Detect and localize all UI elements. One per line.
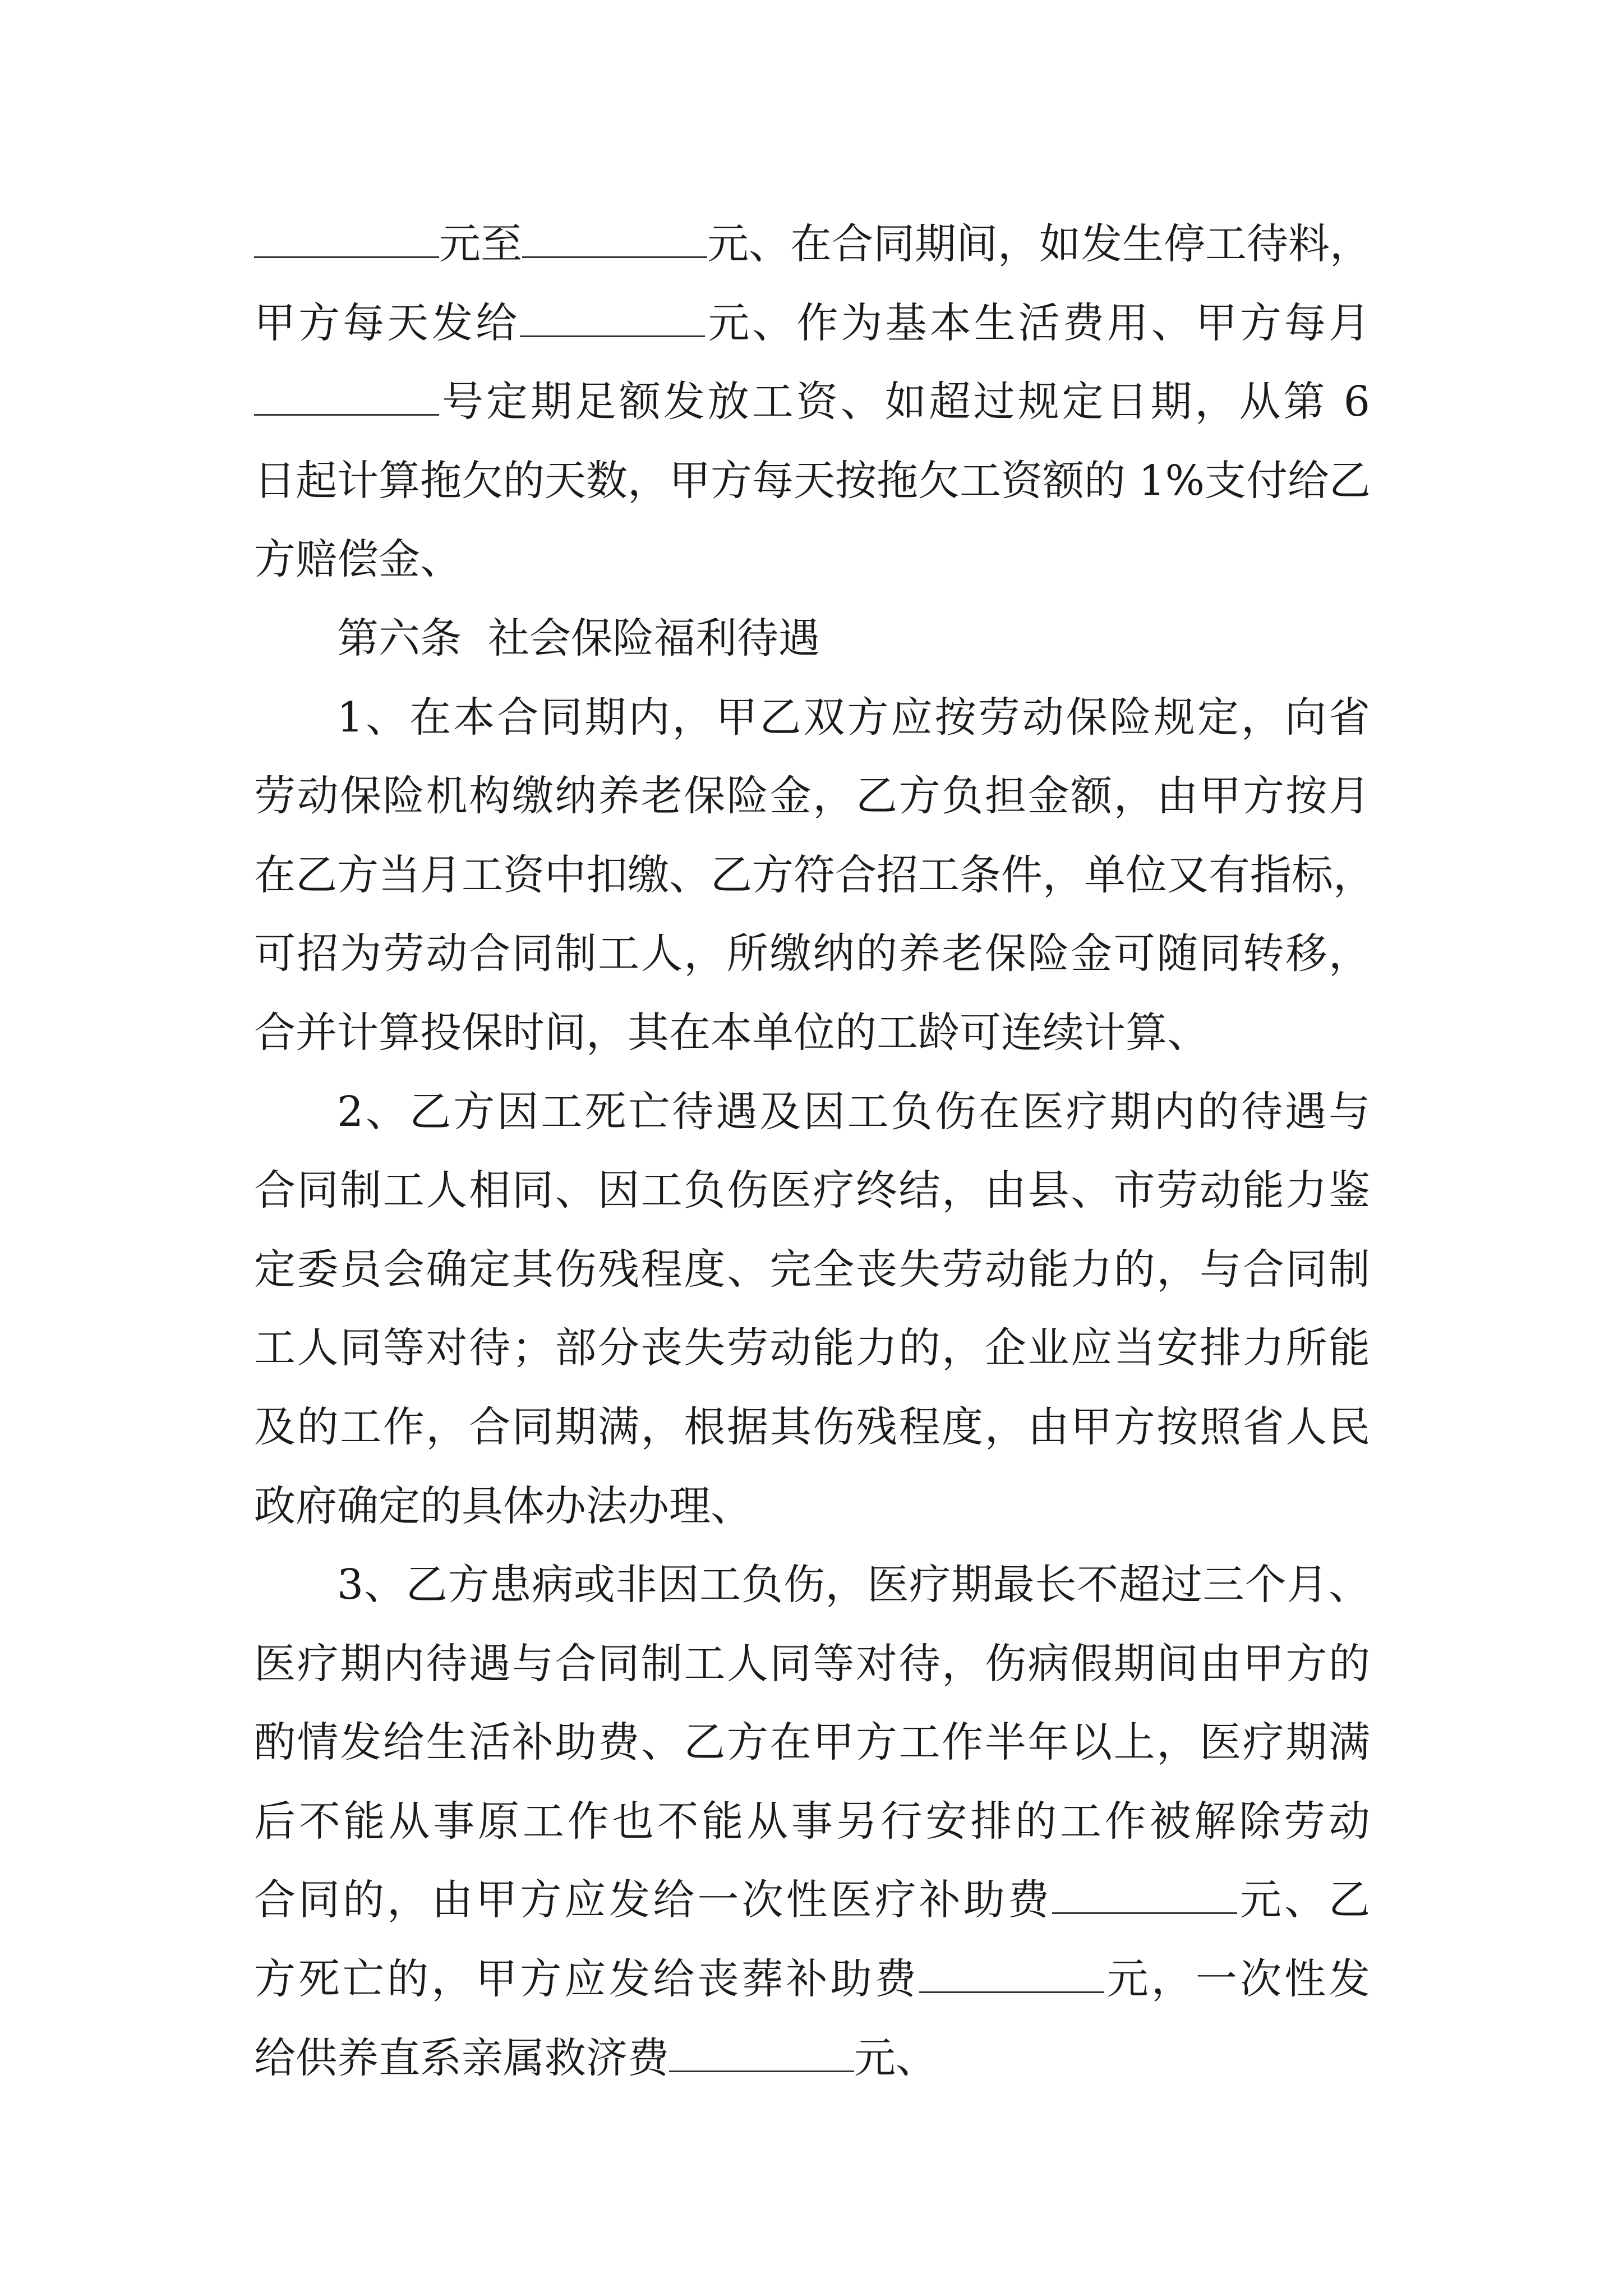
document-line [254, 362, 1370, 441]
fill-in-blank [919, 1958, 1104, 1993]
fill-in-blank [254, 380, 439, 416]
document-line [254, 599, 1370, 678]
document-line [254, 520, 1370, 599]
line-text: 政府确定的具体办法办理、 [254, 1481, 752, 1530]
line-text: 合并计算投保时间，其在本单位的工龄可连续计算、 [254, 1008, 1209, 1057]
line-text: 在乙方当月工资中扣缴、乙方符合招工条件，单位又有指标， [254, 850, 1375, 899]
line-text: 第六条 社会保险福利待遇 [337, 614, 820, 662]
document-line [254, 1861, 1370, 1940]
document-line [254, 1073, 1370, 1152]
line-text: 甲方每天发给 [254, 298, 520, 347]
fill-in-blank [254, 223, 439, 258]
line-text: 后不能从事原工作也不能从事另行安排的工作被解除劳动 [254, 1797, 1370, 1846]
document-line [254, 1309, 1370, 1388]
fill-in-blank [1052, 1879, 1237, 1914]
document-line [254, 1625, 1370, 1704]
line-text: 元、作为基本生活费用、甲方每月 [705, 298, 1371, 347]
document-line [254, 1940, 1370, 2019]
line-text: 2、乙方因工死亡待遇及因工负伤在医疗期内的待遇与 [337, 1087, 1370, 1136]
line-text: 元、乙 [1237, 1876, 1371, 1925]
document-line [254, 993, 1370, 1073]
line-text: 元、在合同期间，如发生停工待料， [707, 220, 1371, 268]
line-text: 元，一次性发 [1104, 1955, 1371, 2004]
line-text: 可招为劳动合同制工人，所缴纳的养老保险金可随同转移， [254, 930, 1370, 978]
line-text: 3、乙方患病或非因工负伤，医疗期最长不超过三个月、 [337, 1561, 1370, 1609]
document-line [254, 1545, 1370, 1625]
line-text: 日起计算拖欠的天数，甲方每天按拖欠工资额的 1%支付给乙 [254, 456, 1371, 505]
document-line [254, 757, 1370, 836]
document-line [254, 441, 1370, 521]
line-text: 及的工作，合同期满，根据其伤残程度，由甲方按照省人民 [254, 1402, 1370, 1451]
document-body [254, 205, 1375, 2097]
line-text: 方死亡的，甲方应发给丧葬补助费 [254, 1955, 919, 2004]
line-text: 给供养直系亲属救济费 [254, 2033, 669, 2082]
fill-in-blank [669, 2037, 854, 2072]
document-line [254, 205, 1370, 284]
document-line [254, 678, 1370, 757]
line-text: 酌情发给生活补助费、乙方在甲方工作半年以上，医疗期满 [254, 1718, 1370, 1767]
line-text: 元、 [854, 2033, 937, 2082]
line-text: 号定期足额发放工资、如超过规定日期，从第 6 [439, 378, 1370, 426]
document-line [254, 914, 1370, 993]
document-line [254, 2019, 1370, 2098]
document-line [254, 836, 1375, 915]
line-text: 工人同等对待；部分丧失劳动能力的，企业应当安排力所能 [254, 1324, 1370, 1373]
line-text: 方赔偿金、 [254, 535, 462, 584]
line-text: 合同制工人相同、因工负伤医疗终结，由县、市劳动能力鉴 [254, 1166, 1370, 1215]
document-line [254, 1388, 1370, 1467]
document-line [254, 284, 1370, 363]
document-line [254, 1230, 1370, 1309]
line-text: 元至 [439, 220, 522, 268]
line-text: 合同的，由甲方应发给一次性医疗补助费 [254, 1876, 1052, 1925]
line-text: 定委员会确定其伤残程度、完全丧失劳动能力的，与合同制 [254, 1245, 1370, 1294]
fill-in-blank [522, 223, 707, 258]
line-text: 劳动保险机构缴纳养老保险金，乙方负担金额，由甲方按月 [254, 772, 1370, 821]
document-line [254, 1782, 1370, 1861]
line-text: 医疗期内待遇与合同制工人同等对待，伤病假期间由甲方的 [254, 1639, 1370, 1688]
line-text: 1、在本合同期内，甲乙双方应按劳动保险规定，向省 [337, 693, 1370, 742]
document-line [254, 1703, 1370, 1782]
fill-in-blank [520, 302, 705, 337]
document-line [254, 1467, 1370, 1546]
document-line [254, 1151, 1370, 1230]
